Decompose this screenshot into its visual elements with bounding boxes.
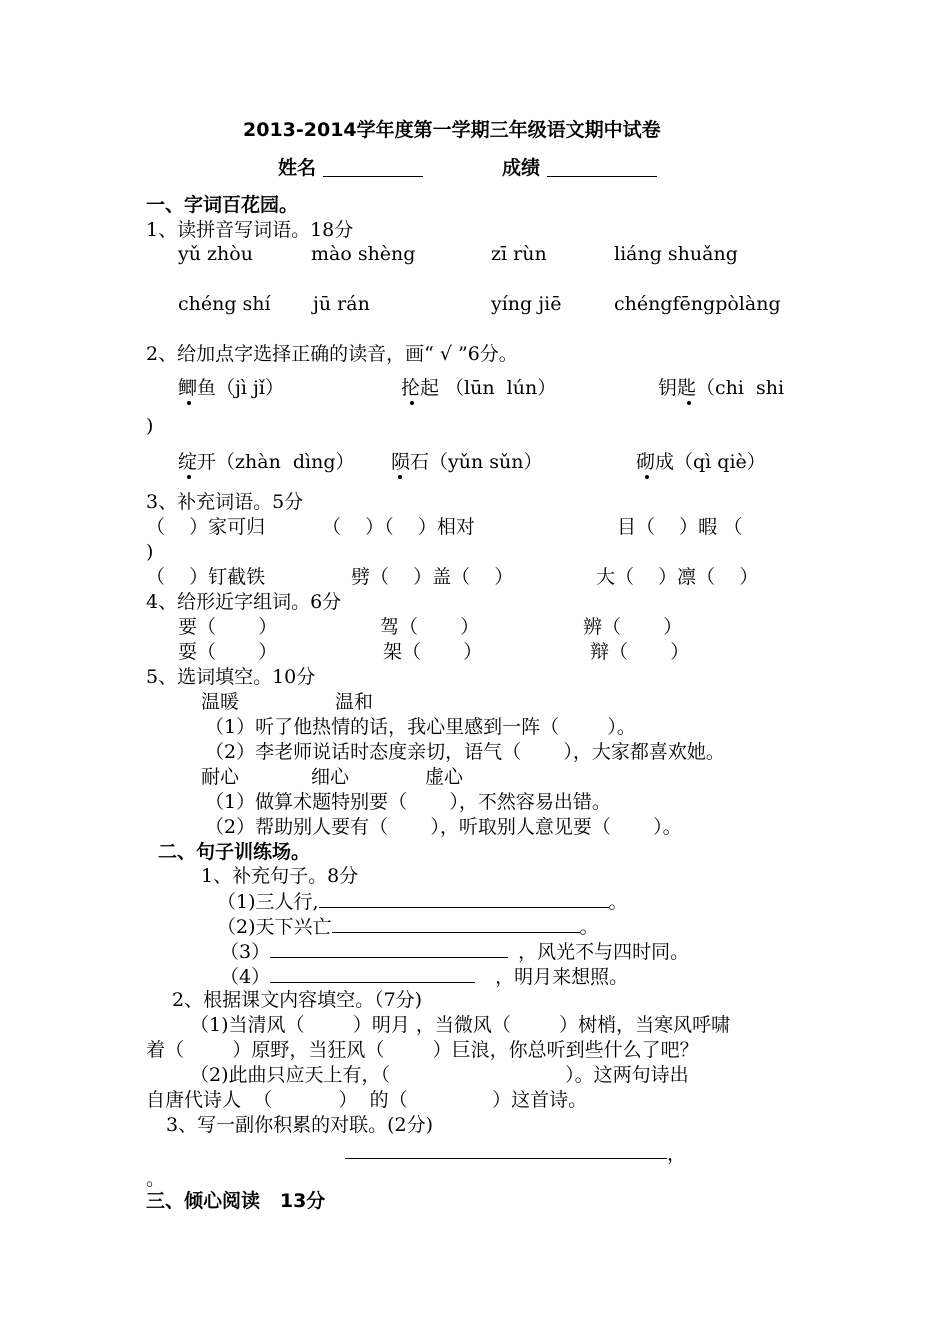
idiom-2: （ ）（ ）相对	[322, 516, 475, 538]
fill-sentence-1: （1）听了他热情的话，我心里感到一阵（ ）。	[205, 716, 636, 738]
idiom-row1-tail: )	[146, 541, 154, 563]
pinyin-6: jū rán	[313, 293, 370, 315]
score-label: 成绩	[502, 157, 541, 179]
idiom-1: （ ）家可归	[146, 516, 266, 538]
pinyin-2: mào shèng	[311, 243, 416, 265]
emphasis-dot	[645, 475, 649, 479]
idiom-4: （ ）钉截铁	[146, 566, 266, 588]
idiom-6: 大（ ）凛（ ）	[596, 566, 759, 588]
word-choice-5: 虚心	[425, 766, 464, 788]
pinyin-1: yǔ zhòu	[178, 243, 253, 265]
pinyin-5: chéng shí	[178, 293, 271, 315]
text-fill-line-1: （1)当清风（ ）明月 ，当微风（ ）树梢，当寒风呼啸	[190, 1014, 731, 1036]
emphasis-dot	[187, 475, 191, 479]
char-group-5: 架（ ）	[383, 641, 483, 663]
q1-2-text: 2、给加点字选择正确的读音，画“ √ ”6分。	[146, 343, 518, 365]
char-group-2: 驾（ ）	[380, 616, 480, 638]
emphasis-dot	[687, 401, 691, 405]
text-fill-line-2: 着（ ）原野，当狂风（ ）巨浪，你总听到些什么了吧？	[146, 1039, 699, 1061]
pinyin-8: chéngfēngpòlàng	[614, 293, 781, 315]
complete-sentence-2: （2)天下兴亡 。	[217, 916, 599, 938]
q2-3-text: 3、写一副你积累的对联。(2分)	[166, 1114, 434, 1136]
fill-sentence-3: （1）做算术题特别要（ ），不然容易出错。	[205, 791, 611, 813]
couplet-period: 。	[146, 1168, 166, 1190]
complete-sentence-4: （4） ，明月来想照。	[220, 966, 629, 988]
reading-item-6: 砌成（qì qiè）	[636, 451, 766, 473]
idiom-3: 目（ ）暇 （	[617, 516, 743, 538]
q1-4-text: 4、给形近字组词。6分	[146, 591, 342, 613]
q1-3-text: 3、补充词语。5分	[146, 491, 304, 513]
pinyin-4: liáng shuǎng	[614, 243, 738, 265]
q2-1-text: 1、补充句子。8分	[201, 865, 359, 887]
word-choice-3: 耐心	[201, 766, 240, 788]
char-group-3: 辨（ ）	[583, 616, 683, 638]
pinyin-3: zī rùn	[491, 243, 547, 265]
complete-sentence-1: （1)三人行, 。	[217, 891, 628, 913]
idiom-5: 劈（ ）盖（ ）	[351, 566, 514, 588]
couplet-comma: ，	[667, 1143, 687, 1165]
fill-sentence-2: （2）李老师说话时态度亲切，语气（ ），大家都喜欢她。	[205, 741, 725, 763]
word-choice-2: 温和	[335, 691, 374, 713]
name-blank	[323, 158, 423, 177]
couplet-blank	[345, 1140, 667, 1159]
word-choice-4: 细心	[311, 766, 350, 788]
pinyin-7: yíng jiē	[491, 293, 562, 315]
q1-5-text: 5、选词填空。10分	[146, 666, 316, 688]
emphasis-dot	[410, 401, 414, 405]
section-1-heading: 一、字词百花园。	[146, 194, 299, 216]
section-2-heading: 二、句子训练场。	[158, 841, 311, 863]
q1-1-text: 1、读拼音写词语。18分	[146, 219, 354, 241]
reading-item-2: 抡起 （lūn lún）	[401, 377, 557, 399]
text-fill-line-3: （2)此曲只应天上有，（ ）。这两句诗出	[190, 1064, 689, 1086]
emphasis-dot	[398, 475, 402, 479]
section-3-heading: 三、倾心阅读 13分	[146, 1190, 326, 1212]
page-title: 2013-2014学年度第一学期三年级语文期中试卷	[243, 119, 661, 141]
score-blank	[547, 158, 657, 177]
char-group-6: 辩（ ）	[590, 641, 690, 663]
reading-item-3: 钥匙（chi shi	[658, 377, 785, 399]
text-fill-line-4: 自唐代诗人 （ ） 的（ ）这首诗。	[146, 1089, 588, 1111]
char-group-1: 要（ ）	[178, 616, 278, 638]
q2-2-text: 2、根据课文内容填空。（7分)	[172, 989, 423, 1011]
name-label: 姓名	[278, 157, 317, 179]
reading-item-4: 绽开（zhàn dìng）	[178, 451, 355, 473]
complete-sentence-3: （3） ，风光不与四时同。	[220, 941, 690, 963]
word-choice-1: 温暖	[201, 691, 240, 713]
char-group-4: 耍（ ）	[178, 641, 278, 663]
reading-item-1: 鲫鱼（jì jǐ）	[178, 377, 284, 399]
reading-row1-tail: )	[146, 415, 154, 437]
emphasis-dot	[187, 401, 191, 405]
fill-sentence-4: （2）帮助别人要有（ ），听取别人意见要（ ）。	[205, 816, 682, 838]
reading-item-5: 陨石（yǔn sǔn）	[391, 451, 543, 473]
